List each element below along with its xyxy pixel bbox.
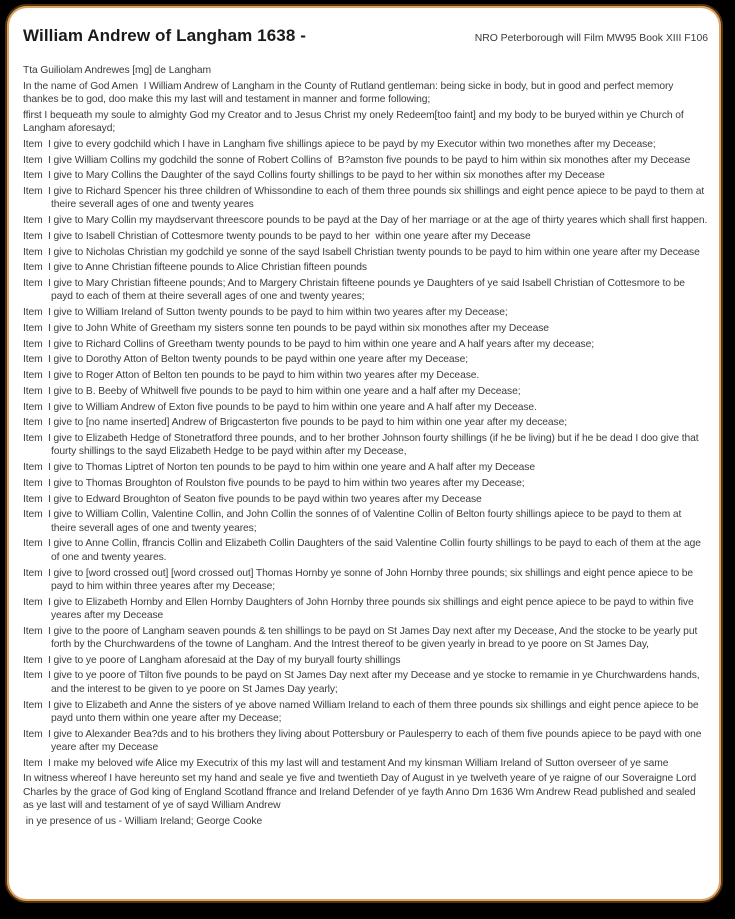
will-item-row [23, 277, 708, 304]
item-text: I give to ye poore of Langham aforesaid at the Day of my buryall fourty shillings [48, 654, 401, 666]
item-label: Item [23, 670, 43, 682]
item-text: I give to Elizabeth Hedge of Stonetratford three pounds, and to her brother Johnson fourty shillings (if he be living) but if he be dead I doo give that fourty shillings to the sayd Elizabeth Hedge to be payd within after my Decease, [48, 433, 702, 458]
item-label: Item [23, 170, 43, 182]
item-label: Item [23, 417, 43, 429]
item-text: I give to every godchild which I have in Langham five shillings apiece to be payd by my Executor within two monethes after my Decease; [48, 138, 656, 150]
witness-paragraph: In witness whereof I have hereunto set my hand and seale ye five and twentieth Day of August in ye twelveth yeare of ye raigne of our Soveraigne Lord Charles by the grace of God king of England Scotland ffrance and Ireland Defender of ye fayth Anno Dm 1636 Wm Andrew Read published and sealed as ye last will and testament of ye of sayd William Andrew [23, 773, 699, 812]
item-label: Item [23, 401, 43, 413]
will-item-row [23, 261, 708, 274]
item-text: I make my beloved wife Alice my Executrix of this my last will and testament And my kinsman William Ireland of Sutton overseer of ye same [48, 757, 669, 769]
will-item-row [23, 138, 708, 151]
item-text: I give to [no name inserted] Andrew of Brigcasterton five pounds to be payd to him within one year after my decease; [48, 417, 567, 429]
will-item-row [23, 322, 708, 335]
item-label: Item [23, 230, 43, 242]
document-body [23, 64, 708, 828]
item-text: I give to Anne Christian fifteene pounds to Alice Christian fifteen pounds [48, 262, 367, 274]
will-item-row [23, 596, 708, 623]
item-label: Item [23, 477, 43, 489]
item-label: Item [23, 262, 43, 274]
will-item-row [23, 230, 708, 243]
item-label: Item [23, 493, 43, 505]
presence-line: in ye presence of us - William Ireland; George Cooke [23, 815, 263, 827]
item-text: I give to Roger Atton of Belton ten pounds to be payd to him within two yeares after my Decease. [48, 370, 480, 382]
item-text: I give William Collins my godchild the sonne of Robert Collins of B?amston five pounds to be payd to him within six monothes after my Decease [48, 154, 691, 166]
item-text: I give to Mary Christian fifteene pounds; And to Margery Christain fifteene pounds ye Daughters of ye said Isabell Christian of Cottesmore to be payd to each of them at theire severall ages of one and twenty yeares; [48, 278, 688, 303]
item-text: I give to Thomas Liptret of Norton ten pounds to be payd to him within one yeare and A half after my Decease [48, 462, 535, 474]
will-item-row [23, 185, 708, 212]
will-item-row [23, 338, 708, 351]
item-text: I give to B. Beeby of Whitwell five pounds to be payd to him within one yeare and a half after my Decease; [48, 385, 521, 397]
will-item-row [23, 154, 708, 167]
item-text: I give to the poore of Langham seaven pounds & ten shillings to be payd on St James Day next after my Decease, And the stocke to be yearly put forth by the Churchwardens of the towne of Langham. And the Intrest thereof to be given yearly in bread to ye poore on St James Day, [48, 625, 700, 650]
page-title: William Andrew of Langham 1638 - [23, 26, 306, 45]
item-label: Item [23, 338, 43, 350]
item-text: I give to John White of Greetham my sisters sonne ten pounds to be payd within six monothes after my Decease [48, 322, 549, 334]
will-item-row [23, 728, 708, 755]
will-item-row [23, 477, 708, 490]
item-label: Item [23, 246, 43, 258]
will-item-row [23, 493, 708, 506]
will-item-row [23, 353, 708, 366]
item-label: Item [23, 462, 43, 474]
item-text: I give to Mary Collin my maydservant threescore pounds to be payd at the Day of her marriage or at the age of thirty yeares which shall first happen. [48, 215, 708, 227]
intro-paragraph: Tta Guiliolam Andrewes [mg] de Langham [23, 65, 211, 76]
will-item-row [23, 385, 708, 398]
item-text: I give to William Collin, Valentine Collin, and John Collin the sonnes of of Valentine Collin of Belton fourty shillings apiece to be payd to them at theire severall ages of one and twenty yeares; [48, 509, 684, 534]
will-item-row [23, 537, 708, 564]
item-text: I give to ye poore of Tilton five pounds to be payd on St James Day next after my Decease and ye stocke to remamie in ye Churchwardens hands, and the interest to be given to ye poore on St James Day yearly; [48, 670, 703, 695]
item-label: Item [23, 654, 43, 666]
item-label: Item [23, 215, 43, 227]
item-label: Item [23, 567, 43, 579]
will-item-row [23, 625, 708, 652]
will-item-row [23, 508, 708, 535]
will-item-row [23, 246, 708, 259]
document-page [5, 4, 723, 903]
item-text: I give to William Andrew of Exton five pounds to be payd to him within one yeare and A half after my Decease. [48, 401, 537, 413]
will-item-row [23, 654, 708, 667]
item-label: Item [23, 354, 43, 366]
item-text: I give to Dorothy Atton of Belton twenty pounds to be payd within one yeare after my Decease; [48, 354, 468, 366]
item-label: Item [23, 699, 43, 711]
item-text: I give to Mary Collins the Daughter of the sayd Collins fourty shillings to be payd to her within six monothes after my Decease [48, 170, 605, 182]
document-header [23, 26, 708, 46]
item-label: Item [23, 728, 43, 740]
item-text: I give to Elizabeth Hornby and Ellen Hornby Daughters of John Hornby three pounds six shillings and eight pence apiece to be payd to within five yeares after my Decease [48, 596, 697, 621]
item-text: I give to Richard Spencer his three children of Whissondine to each of them three pounds six shillings and eight pence apiece to be payd to them at theire severall ages of one and twenty yeares [48, 186, 707, 211]
item-label: Item [23, 138, 43, 150]
item-label: Item [23, 625, 43, 637]
item-text: I give to Anne Collin, ffrancis Collin and Elizabeth Collin Daughters of the said Valentine Collin fourty shillings to be payd to each of them at the age of one and twenty yeares. [48, 538, 704, 563]
item-label: Item [23, 186, 43, 198]
document-reference: NRO Peterborough will Film MW95 Book XIII F106 [474, 33, 708, 44]
item-label: Item [23, 385, 43, 397]
item-label: Item [23, 538, 43, 550]
item-text: I give to Alexander Bea?ds and to his brothers they living about Pottersbury or Paulesperry to each of them five pounds apiece to be payd with one yeare after my Decease [48, 728, 705, 753]
will-item-row [23, 669, 708, 696]
will-item-row [23, 432, 708, 459]
will-item-row [23, 401, 708, 414]
will-item-row [23, 699, 708, 726]
item-label: Item [23, 757, 43, 769]
will-item-row [23, 757, 708, 770]
item-label: Item [23, 509, 43, 521]
will-item-row [23, 306, 708, 319]
items-list [23, 138, 708, 770]
item-text: I give to Richard Collins of Greetham twenty pounds to be payd to him within one yeare and A half years after my decease; [48, 338, 594, 350]
item-text: I give to Nicholas Christian my godchild ye sonne of the sayd Isabell Christian twenty pounds to be payd to him within one yeare after my Decease [48, 246, 700, 258]
will-item-row [23, 369, 708, 382]
item-label: Item [23, 433, 43, 445]
will-item-row [23, 214, 708, 227]
item-label: Item [23, 307, 43, 319]
intro-paragraph: ffirst I bequeath my soule to almighty God my Creator and to Jesus Christ my onely Redeem[too faint] and my body to be buryed within ye Church of Langham aforesayd; [23, 109, 687, 135]
item-label: Item [23, 154, 43, 166]
item-text: I give to Elizabeth and Anne the sisters of ye above named William Ireland to each of them three pounds six shillings and eight pence apiece to be payd unto them within one yeare after my Decease; [48, 699, 702, 724]
will-item-row [23, 416, 708, 429]
item-label: Item [23, 370, 43, 382]
will-item-row [23, 567, 708, 594]
item-text: I give to Edward Broughton of Seaton five pounds to be payd within two yeares after my Decease [48, 493, 482, 505]
item-label: Item [23, 278, 43, 290]
item-text: I give to Isabell Christian of Cottesmore twenty pounds to be payd to her within one yeare after my Decease [48, 230, 531, 242]
item-label: Item [23, 322, 43, 334]
item-label: Item [23, 596, 43, 608]
item-text: I give to Thomas Broughton of Roulston five pounds to be payd to him within two yeares after my Decease; [48, 477, 525, 489]
intro-paragraph: In the name of God Amen I William Andrew of Langham in the County of Rutland gentleman: being sicke in body, but in good and perfect memory thankes be to god, doo make this my last will and testament in manner and forme following; [23, 80, 677, 106]
item-text: I give to [word crossed out] [word crossed out] Thomas Hornby ye sonne of John Hornby three pounds; six shillings and eight pence apiece to be payd to him within three yeares after my Decease; [48, 567, 696, 592]
item-text: I give to William Ireland of Sutton twenty pounds to be payd to him within two yeares after my Decease; [48, 307, 508, 319]
will-item-row [23, 461, 708, 474]
will-item-row [23, 169, 708, 182]
